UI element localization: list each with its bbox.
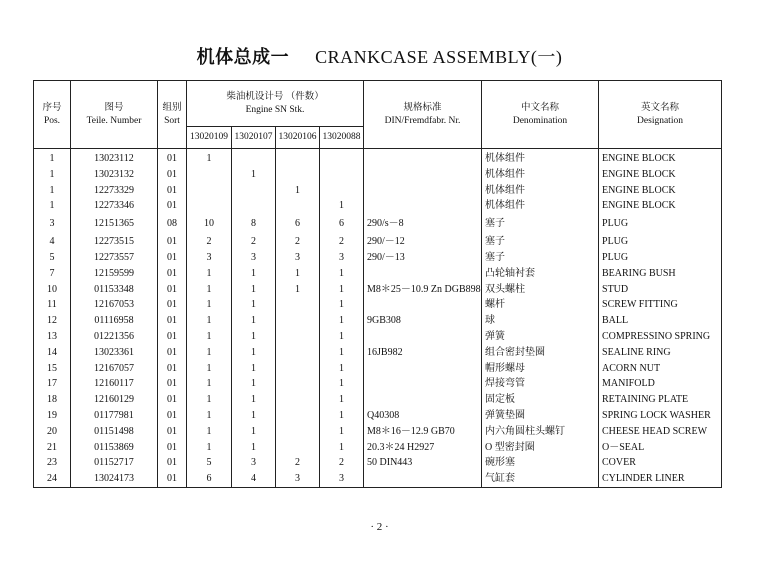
table-row [34, 266, 722, 282]
cell-qty-13020107: 8 [232, 214, 276, 234]
header-standard: 规格标准 DIN/Fremdfabr. Nr. [364, 81, 482, 149]
table-row [34, 424, 722, 440]
cell-qty-13020107: 1 [232, 392, 276, 408]
cell-pos: 1 [34, 167, 71, 183]
cell-qty-13020088: 1 [320, 408, 364, 424]
cell-pos: 19 [34, 408, 71, 424]
header-pos: 序号 Pos. [34, 81, 71, 149]
cell-pos: 12 [34, 313, 71, 329]
cell-designation: CHEESE HEAD SCREW [599, 424, 722, 440]
header-part-number: 图号 Teile. Number [71, 81, 158, 149]
cell-qty-13020109: 1 [187, 424, 232, 440]
cell-qty-13020109: 1 [187, 361, 232, 377]
cell-qty-13020109: 1 [187, 282, 232, 298]
cell-designation: MANIFOLD [599, 376, 722, 392]
cell-qty-13020109: 5 [187, 455, 232, 471]
cell-qty-13020088: 6 [320, 214, 364, 234]
cell-sort: 01 [158, 313, 187, 329]
cell-standard [364, 149, 482, 167]
cell-pos: 14 [34, 345, 71, 361]
cell-denomination: 弹簧垫圈 [482, 408, 599, 424]
cell-denomination: 气缸套 [482, 471, 599, 487]
header-designation: 英文名称 Designation [599, 81, 722, 149]
table-row [34, 282, 722, 298]
cell-sort: 01 [158, 345, 187, 361]
cell-qty-13020088: 2 [320, 455, 364, 471]
cell-qty-13020106 [276, 392, 320, 408]
cell-pos: 1 [34, 198, 71, 214]
cell-designation: ENGINE BLOCK [599, 198, 722, 214]
cell-qty-13020107: 3 [232, 455, 276, 471]
cell-denomination: 机体组件 [482, 167, 599, 183]
cell-denomination: 双头螺柱 [482, 282, 599, 298]
cell-qty-13020088 [320, 183, 364, 199]
cell-denomination: 固定板 [482, 392, 599, 408]
table-row [34, 198, 722, 214]
cell-standard [364, 266, 482, 282]
cell-denomination: 焊接弯管 [482, 376, 599, 392]
cell-qty-13020106 [276, 313, 320, 329]
cell-qty-13020107: 2 [232, 234, 276, 250]
cell-sort: 01 [158, 376, 187, 392]
header-engine-3: 13020106 [276, 127, 320, 149]
cell-sort: 01 [158, 167, 187, 183]
cell-qty-13020088: 1 [320, 313, 364, 329]
cell-pos: 21 [34, 440, 71, 456]
cell-denomination: 机体组件 [482, 183, 599, 199]
cell-standard [364, 167, 482, 183]
cell-part-number: 12167053 [71, 297, 158, 313]
cell-denomination: O 型密封圈 [482, 440, 599, 456]
cell-qty-13020106: 1 [276, 183, 320, 199]
cell-qty-13020106 [276, 376, 320, 392]
table-row [34, 149, 722, 167]
cell-pos: 1 [34, 183, 71, 199]
cell-qty-13020107: 1 [232, 282, 276, 298]
cell-part-number: 01177981 [71, 408, 158, 424]
cell-qty-13020109: 2 [187, 234, 232, 250]
cell-designation: ACORN NUT [599, 361, 722, 377]
table-row [34, 250, 722, 266]
cell-sort: 01 [158, 234, 187, 250]
table-row [34, 214, 722, 234]
cell-qty-13020107: 1 [232, 408, 276, 424]
cell-qty-13020109: 1 [187, 376, 232, 392]
cell-qty-13020107: 1 [232, 297, 276, 313]
cell-standard: 290/s－8 [364, 214, 482, 234]
cell-part-number: 12273515 [71, 234, 158, 250]
header-engine-4: 13020088 [320, 127, 364, 149]
cell-qty-13020107: 1 [232, 329, 276, 345]
cell-qty-13020088: 1 [320, 392, 364, 408]
cell-qty-13020107: 1 [232, 313, 276, 329]
cell-designation: COVER [599, 455, 722, 471]
cell-part-number: 13023361 [71, 345, 158, 361]
cell-sort: 01 [158, 266, 187, 282]
cell-designation: BEARING BUSH [599, 266, 722, 282]
cell-designation: SCREW FITTING [599, 297, 722, 313]
cell-sort: 01 [158, 361, 187, 377]
title-chinese: 机体总成一 [196, 47, 290, 67]
table-row [34, 408, 722, 424]
cell-denomination: 帽形螺母 [482, 361, 599, 377]
cell-qty-13020088: 1 [320, 424, 364, 440]
cell-part-number: 13023132 [71, 167, 158, 183]
cell-standard: Q40308 [364, 408, 482, 424]
cell-sort: 01 [158, 471, 187, 487]
cell-qty-13020088: 1 [320, 266, 364, 282]
cell-standard [364, 471, 482, 487]
cell-qty-13020107: 1 [232, 440, 276, 456]
table-row [34, 313, 722, 329]
cell-qty-13020109: 6 [187, 471, 232, 487]
cell-standard [364, 392, 482, 408]
cell-denomination: 弹簧 [482, 329, 599, 345]
cell-part-number: 13024173 [71, 471, 158, 487]
cell-sort: 01 [158, 424, 187, 440]
cell-sort: 01 [158, 282, 187, 298]
parts-table [33, 80, 722, 488]
cell-pos: 15 [34, 361, 71, 377]
title-english: CRANKCASE ASSEMBLY(一) [315, 47, 563, 67]
cell-qty-13020109: 1 [187, 345, 232, 361]
cell-standard [364, 376, 482, 392]
cell-standard: 50 DIN443 [364, 455, 482, 471]
cell-denomination: 螺杆 [482, 297, 599, 313]
cell-qty-13020109 [187, 167, 232, 183]
cell-standard [364, 361, 482, 377]
cell-qty-13020109 [187, 183, 232, 199]
table-row [34, 297, 722, 313]
header-denomination: 中文名称 Denomination [482, 81, 599, 149]
table-row [34, 329, 722, 345]
table-row [34, 392, 722, 408]
cell-qty-13020106 [276, 149, 320, 167]
cell-qty-13020106: 2 [276, 234, 320, 250]
table-row [34, 376, 722, 392]
cell-designation: ENGINE BLOCK [599, 149, 722, 167]
cell-designation: COMPRESSINO SPRING [599, 329, 722, 345]
cell-qty-13020088: 1 [320, 198, 364, 214]
cell-designation: RETAINING PLATE [599, 392, 722, 408]
cell-pos: 7 [34, 266, 71, 282]
cell-pos: 23 [34, 455, 71, 471]
cell-standard: 290/－13 [364, 250, 482, 266]
cell-qty-13020109: 1 [187, 313, 232, 329]
cell-qty-13020107: 3 [232, 250, 276, 266]
cell-part-number: 13023112 [71, 149, 158, 167]
cell-standard: 20.3＊24 H2927 [364, 440, 482, 456]
cell-qty-13020088 [320, 167, 364, 183]
cell-part-number: 12273557 [71, 250, 158, 266]
cell-qty-13020109: 1 [187, 329, 232, 345]
cell-designation: PLUG [599, 250, 722, 266]
cell-denomination: 机体组件 [482, 198, 599, 214]
cell-qty-13020107: 1 [232, 345, 276, 361]
cell-part-number: 01151498 [71, 424, 158, 440]
cell-designation: BALL [599, 313, 722, 329]
header-engine-2: 13020107 [232, 127, 276, 149]
cell-standard: 16JB982 [364, 345, 482, 361]
cell-qty-13020107: 1 [232, 266, 276, 282]
cell-qty-13020106: 1 [276, 266, 320, 282]
cell-sort: 01 [158, 183, 187, 199]
cell-pos: 3 [34, 214, 71, 234]
cell-qty-13020106 [276, 361, 320, 377]
cell-qty-13020088: 1 [320, 361, 364, 377]
cell-sort: 01 [158, 250, 187, 266]
cell-qty-13020107: 1 [232, 424, 276, 440]
cell-designation: PLUG [599, 214, 722, 234]
cell-qty-13020109: 1 [187, 440, 232, 456]
cell-qty-13020088: 1 [320, 376, 364, 392]
cell-part-number: 01153869 [71, 440, 158, 456]
cell-part-number: 12273346 [71, 198, 158, 214]
cell-standard [364, 329, 482, 345]
cell-sort: 01 [158, 408, 187, 424]
cell-denomination: 组合密封垫圈 [482, 345, 599, 361]
cell-part-number: 12159599 [71, 266, 158, 282]
cell-sort: 01 [158, 329, 187, 345]
cell-qty-13020109: 1 [187, 266, 232, 282]
cell-standard: 9GB308 [364, 313, 482, 329]
cell-qty-13020088: 3 [320, 471, 364, 487]
cell-part-number: 12167057 [71, 361, 158, 377]
cell-pos: 20 [34, 424, 71, 440]
cell-qty-13020106: 3 [276, 250, 320, 266]
cell-qty-13020106: 6 [276, 214, 320, 234]
parts-table-body [34, 149, 722, 488]
cell-qty-13020106: 2 [276, 455, 320, 471]
cell-qty-13020106 [276, 329, 320, 345]
cell-qty-13020107: 4 [232, 471, 276, 487]
cell-part-number: 12151365 [71, 214, 158, 234]
cell-qty-13020109: 3 [187, 250, 232, 266]
cell-part-number: 01153348 [71, 282, 158, 298]
cell-qty-13020088: 3 [320, 250, 364, 266]
cell-sort: 01 [158, 149, 187, 167]
cell-qty-13020106 [276, 167, 320, 183]
cell-designation: SEALINE RING [599, 345, 722, 361]
cell-designation: O－SEAL [599, 440, 722, 456]
cell-denomination: 塞子 [482, 214, 599, 234]
cell-pos: 1 [34, 149, 71, 167]
cell-pos: 24 [34, 471, 71, 487]
table-row [34, 471, 722, 487]
cell-designation: STUD [599, 282, 722, 298]
cell-sort: 08 [158, 214, 187, 234]
cell-qty-13020106 [276, 424, 320, 440]
cell-pos: 4 [34, 234, 71, 250]
cell-qty-13020088 [320, 149, 364, 167]
cell-part-number: 01116958 [71, 313, 158, 329]
cell-qty-13020107: 1 [232, 376, 276, 392]
cell-denomination: 球 [482, 313, 599, 329]
cell-qty-13020088: 1 [320, 329, 364, 345]
cell-qty-13020106 [276, 408, 320, 424]
cell-pos: 17 [34, 376, 71, 392]
cell-sort: 01 [158, 455, 187, 471]
page-title [0, 43, 759, 69]
cell-pos: 10 [34, 282, 71, 298]
cell-qty-13020107: 1 [232, 361, 276, 377]
cell-standard [364, 297, 482, 313]
cell-qty-13020106 [276, 198, 320, 214]
cell-qty-13020109 [187, 198, 232, 214]
cell-standard: 290/－12 [364, 234, 482, 250]
cell-qty-13020106 [276, 440, 320, 456]
cell-standard [364, 198, 482, 214]
table-row [34, 183, 722, 199]
cell-qty-13020107 [232, 149, 276, 167]
cell-standard: M8＊16－12.9 GB70 [364, 424, 482, 440]
cell-designation: PLUG [599, 234, 722, 250]
cell-denomination: 碗形塞 [482, 455, 599, 471]
cell-qty-13020106 [276, 297, 320, 313]
header-engine-sn: 柴油机设计号 （件数） Engine SN Stk. [187, 81, 364, 127]
header-sort: 组别 Sort [158, 81, 187, 149]
table-row [34, 345, 722, 361]
cell-denomination: 内六角圆柱头螺钉 [482, 424, 599, 440]
table-row [34, 167, 722, 183]
cell-sort: 01 [158, 297, 187, 313]
cell-pos: 5 [34, 250, 71, 266]
cell-sort: 01 [158, 392, 187, 408]
cell-qty-13020109: 1 [187, 408, 232, 424]
cell-pos: 11 [34, 297, 71, 313]
cell-designation: ENGINE BLOCK [599, 167, 722, 183]
cell-standard [364, 183, 482, 199]
cell-part-number: 12160129 [71, 392, 158, 408]
cell-sort: 01 [158, 440, 187, 456]
cell-part-number: 01221356 [71, 329, 158, 345]
cell-qty-13020109: 1 [187, 392, 232, 408]
cell-qty-13020106: 3 [276, 471, 320, 487]
cell-designation: CYLINDER LINER [599, 471, 722, 487]
cell-qty-13020088: 1 [320, 345, 364, 361]
cell-qty-13020109: 1 [187, 297, 232, 313]
cell-part-number: 12273329 [71, 183, 158, 199]
table-row [34, 455, 722, 471]
table-row [34, 361, 722, 377]
table-row [34, 440, 722, 456]
cell-denomination: 塞子 [482, 234, 599, 250]
table-row [34, 234, 722, 250]
cell-qty-13020088: 1 [320, 297, 364, 313]
cell-part-number: 01152717 [71, 455, 158, 471]
cell-pos: 13 [34, 329, 71, 345]
cell-qty-13020088: 2 [320, 234, 364, 250]
cell-part-number: 12160117 [71, 376, 158, 392]
cell-denomination: 机体组件 [482, 149, 599, 167]
cell-pos: 18 [34, 392, 71, 408]
cell-qty-13020107: 1 [232, 167, 276, 183]
cell-denomination: 塞子 [482, 250, 599, 266]
page-number: · 2 · [370, 521, 389, 533]
cell-qty-13020109: 10 [187, 214, 232, 234]
cell-qty-13020107 [232, 183, 276, 199]
cell-sort: 01 [158, 198, 187, 214]
cell-designation: ENGINE BLOCK [599, 183, 722, 199]
cell-qty-13020106 [276, 345, 320, 361]
cell-qty-13020107 [232, 198, 276, 214]
cell-designation: SPRING LOCK WASHER [599, 408, 722, 424]
cell-qty-13020106: 1 [276, 282, 320, 298]
header-engine-1: 13020109 [187, 127, 232, 149]
cell-qty-13020088: 1 [320, 440, 364, 456]
cell-qty-13020088: 1 [320, 282, 364, 298]
cell-qty-13020109: 1 [187, 149, 232, 167]
cell-standard: M8＊25－10.9 Zn DGB898 [364, 282, 482, 298]
cell-denomination: 凸轮轴衬套 [482, 266, 599, 282]
